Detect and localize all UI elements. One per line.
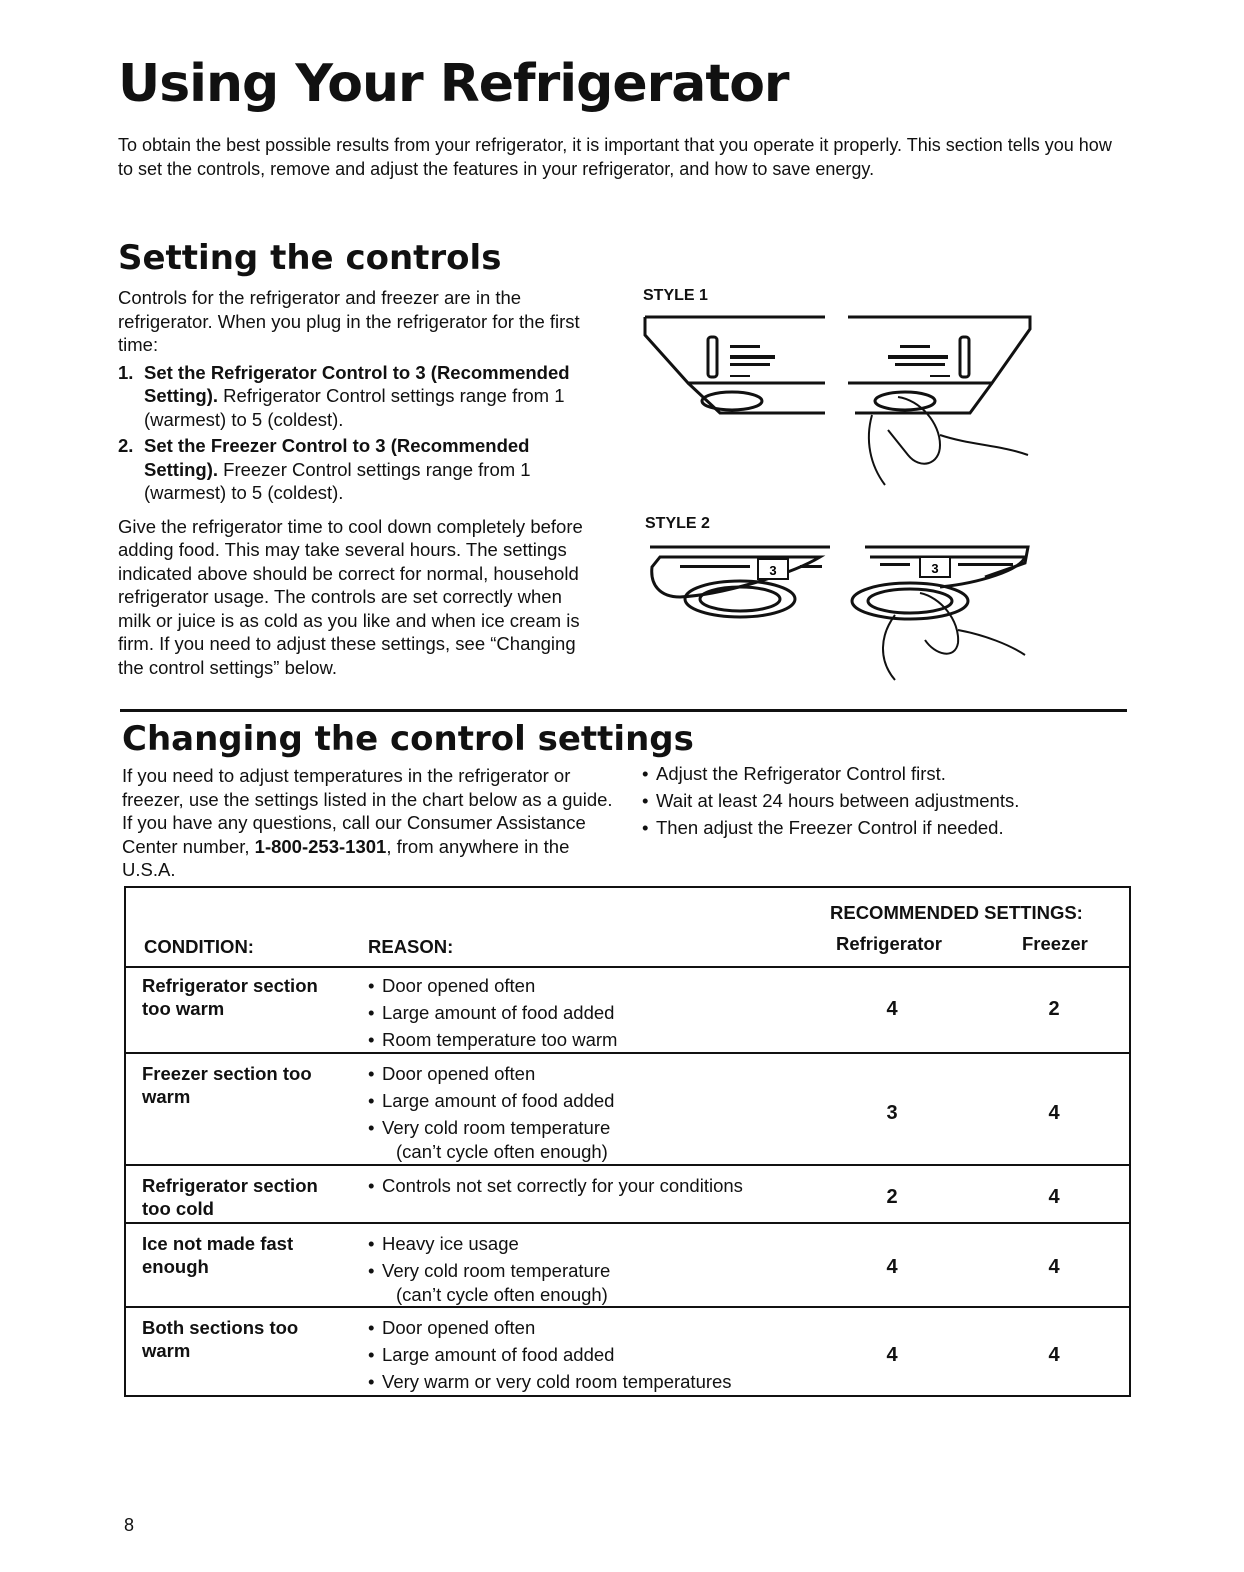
reason-item: • Large amount of food added xyxy=(368,1001,828,1025)
hand-icon xyxy=(883,615,895,680)
refrigerator-dial-number: 3 xyxy=(769,563,777,578)
freezer-setting: 2 xyxy=(1048,998,1060,1020)
table-row xyxy=(126,966,1129,1054)
freezer-setting: 4 xyxy=(1048,1256,1060,1278)
consumer-phone-number: 1-800-253-1301 xyxy=(254,835,387,857)
section-divider xyxy=(120,709,1127,712)
reason-text: Very cold room temperature xyxy=(382,1260,611,1281)
tips-list xyxy=(642,762,1102,840)
page-title: Using Your Refrigerator xyxy=(118,54,789,114)
changing-paragraph xyxy=(122,764,622,882)
row-condition: Refrigerator section too cold xyxy=(142,1175,318,1219)
reason-note: (can’t cycle often enough) xyxy=(396,1141,608,1162)
reason-item xyxy=(368,1116,828,1164)
row-reasons xyxy=(368,974,828,1055)
style1-control-illustration xyxy=(640,305,1040,490)
tip-item: • Wait at least 24 hours between adjustments. xyxy=(642,789,1102,813)
setting-controls-text xyxy=(118,286,598,679)
table-row xyxy=(126,1166,1129,1224)
freezer-setting: 4 xyxy=(1048,1344,1060,1366)
reason-note: (can’t cycle often enough) xyxy=(396,1284,608,1305)
header-freezer: Freezer xyxy=(1022,933,1088,954)
step-text: Freezer Control settings range from 1 (warmest) to 5 (coldest). xyxy=(144,458,531,503)
setting-paragraph: Give the refrigerator time to cool down completely before adding food. This may take several hours. The settings indicated above should be correct for normal, household refrigerator usage. The controls are set correctly when milk or juice is as cold as you like and when ice cream is firm. If you need to adjust these settings, see “Changing the control settings” below. xyxy=(118,515,583,678)
changing-text-before: If you need to adjust temperatures in the refrigerator or freezer, use the settings listed in the chart below as a guide. If you have any questions, call our Consumer Assistance Center number, xyxy=(122,765,613,857)
refrigerator-setting: 2 xyxy=(886,1186,898,1208)
setting-controls-heading: Setting the controls xyxy=(118,238,502,278)
freezer-setting: 4 xyxy=(1048,1186,1060,1208)
reason-item: • Large amount of food added xyxy=(368,1089,828,1113)
step-number: 1. xyxy=(118,361,134,383)
recommended-settings-table xyxy=(124,886,1131,1397)
step-item xyxy=(118,361,598,432)
style2-label: STYLE 2 xyxy=(645,515,710,532)
row-reasons xyxy=(368,1174,828,1201)
changing-settings-text xyxy=(122,764,622,882)
tip-item: • Then adjust the Freezer Control if needed. xyxy=(642,816,1102,840)
reason-item: • Heavy ice usage xyxy=(368,1232,828,1256)
step-text: Refrigerator Control settings range from 1 (warmest) to 5 (coldest). xyxy=(144,385,565,430)
row-condition: Both sections too warm xyxy=(142,1317,299,1361)
header-reason: REASON: xyxy=(368,936,454,957)
refrigerator-slider-icon xyxy=(708,337,717,377)
reason-item: • Door opened often xyxy=(368,974,828,998)
row-condition: Freezer section too warm xyxy=(142,1063,312,1107)
setting-intro: Controls for the refrigerator and freezer are in the refrigerator. When you plug in the refrigerator for the first time: xyxy=(118,287,580,355)
table-row xyxy=(126,1308,1129,1395)
freezer-dial-number: 3 xyxy=(931,561,939,576)
row-condition: Refrigerator section too warm xyxy=(142,975,318,1019)
freezer-setting: 4 xyxy=(1048,1102,1060,1124)
refrigerator-setting: 4 xyxy=(886,1256,898,1278)
row-reasons xyxy=(368,1232,828,1310)
changing-text-after: , from anywhere in the U.S.A. xyxy=(122,835,570,880)
table-header xyxy=(126,888,1129,968)
freezer-dial-icon xyxy=(875,392,935,410)
step-bold: Set the Refrigerator Control to 3 (Recommended Setting). xyxy=(144,361,570,406)
intro-paragraph: To obtain the best possible results from your refrigerator, it is important that you operate it properly. This section tells you how to set the controls, remove and adjust the features in your refrigerator, and how to save energy. xyxy=(118,135,1112,179)
refrigerator-setting: 3 xyxy=(886,1102,898,1124)
reason-item: • Very warm or very cold room temperatures xyxy=(368,1370,828,1394)
hand-icon xyxy=(869,415,885,485)
header-refrigerator: Refrigerator xyxy=(836,933,942,954)
page-number: 8 xyxy=(124,1515,135,1535)
reason-item: • Controls not set correctly for your conditions xyxy=(368,1174,828,1198)
changing-settings-heading: Changing the control settings xyxy=(122,719,694,759)
row-reasons xyxy=(368,1062,828,1167)
reason-text: Very cold room temperature xyxy=(382,1117,611,1138)
refrigerator-setting: 4 xyxy=(886,998,898,1020)
table-row xyxy=(126,1224,1129,1308)
style1-label: STYLE 1 xyxy=(643,287,708,304)
row-reasons xyxy=(368,1316,828,1397)
reason-item: • Large amount of food added xyxy=(368,1343,828,1367)
refrigerator-dial-icon xyxy=(702,392,762,410)
style2-control-illustration xyxy=(640,535,1040,685)
step-bold: Set the Freezer Control to 3 (Recommended Setting). xyxy=(144,435,530,480)
row-condition: Ice not made fast enough xyxy=(142,1233,294,1277)
adjustment-tips xyxy=(642,762,1102,843)
reason-item xyxy=(368,1259,828,1307)
step-number: 2. xyxy=(118,435,134,456)
table-row xyxy=(126,1054,1129,1166)
reason-item: • Door opened often xyxy=(368,1316,828,1340)
freezer-slider-icon xyxy=(960,337,969,377)
reason-item: • Door opened often xyxy=(368,1062,828,1086)
reason-item: • Room temperature too warm xyxy=(368,1028,828,1052)
header-recommended-settings: RECOMMENDED SETTINGS: xyxy=(830,902,1083,923)
header-condition: CONDITION: xyxy=(144,936,254,957)
tip-item: • Adjust the Refrigerator Control first. xyxy=(642,762,1102,786)
refrigerator-setting: 4 xyxy=(886,1344,898,1366)
setting-steps xyxy=(118,361,598,505)
step-item xyxy=(118,434,598,505)
